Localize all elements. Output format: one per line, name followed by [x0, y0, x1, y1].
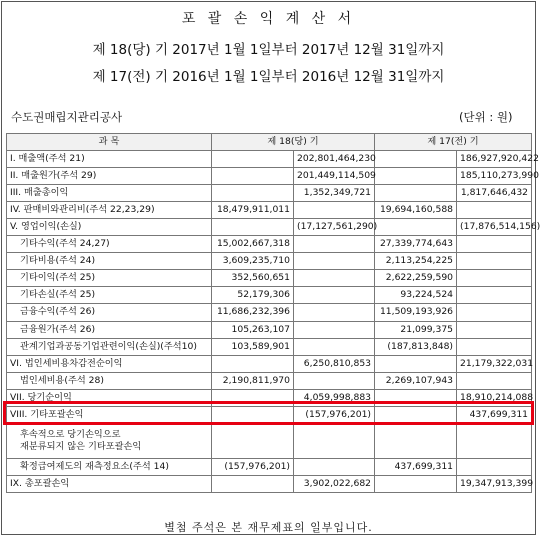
table-row: [7, 219, 532, 236]
table-row: [7, 270, 532, 287]
table-row: [7, 475, 532, 492]
footer-note: 별첨 주석은 본 재무제표의 일부입니다.: [164, 521, 373, 534]
table-row: [7, 202, 532, 219]
prior-detail: 11,509,193,926: [375, 304, 457, 321]
current-total: 1,352,349,721: [294, 185, 375, 202]
row-label: 기타수익(주석 24,27): [7, 236, 212, 253]
current-total: [294, 321, 375, 338]
current-detail: 52,179,306: [212, 287, 294, 304]
prior-total: [457, 372, 532, 389]
table-row: [7, 321, 532, 338]
prior-detail: 27,339,774,643: [375, 236, 457, 253]
company-name: 수도권매립지관리공사: [11, 110, 123, 124]
income-statement-table: [6, 133, 540, 493]
row-label: IX. 총포괄손익: [7, 475, 212, 492]
row-label: VII. 당기순이익: [7, 389, 212, 406]
table-row: [7, 185, 532, 202]
table-row: [7, 287, 532, 304]
current-detail: [212, 219, 294, 236]
current-detail: 2,190,811,970: [212, 372, 294, 389]
prior-detail: 2,113,254,225: [375, 253, 457, 270]
current-total: 201,449,114,509: [294, 168, 375, 185]
prior-total: 18,910,214,088: [457, 389, 532, 406]
current-total: [294, 253, 375, 270]
row-label: V. 영업이익(손실): [7, 219, 212, 236]
prior-detail: [375, 475, 457, 492]
table-row: [7, 355, 532, 372]
current-detail: [212, 168, 294, 185]
row-label: 금융원가(주석 26): [7, 321, 212, 338]
prior-total: 437,699,311: [457, 406, 532, 423]
prior-detail: 21,099,375: [375, 321, 457, 338]
prior-detail: [375, 219, 457, 236]
table-row: [7, 338, 532, 355]
row-label: 관계기업과공동기업관련이익(손실)(주석10): [7, 338, 212, 355]
table-row: [7, 458, 532, 475]
net-income-highlight-box: [3, 401, 534, 425]
prior-total: 21,179,322,031: [457, 355, 532, 372]
prior-detail: 2,622,259,590: [375, 270, 457, 287]
current-total: [294, 372, 375, 389]
prior-total: 19,347,913,399: [457, 475, 532, 492]
row-label-multiline: [7, 423, 212, 458]
row-label: 기타손실(주석 25): [7, 287, 212, 304]
prior-total: [457, 270, 532, 287]
prior-total: [457, 202, 532, 219]
prior-total: 1,817,646,432: [457, 185, 532, 202]
table-row: [7, 253, 532, 270]
prior-detail: (187,813,848): [375, 338, 457, 355]
table-row: [7, 423, 532, 458]
row-label: VI. 법인세비용차감전순이익: [7, 355, 212, 372]
current-total: [294, 458, 375, 475]
current-detail: 352,560,651: [212, 270, 294, 287]
current-total: 4,059,998,883: [294, 389, 375, 406]
current-detail: [212, 185, 294, 202]
header-current: 제 18(당) 기: [212, 134, 375, 151]
prior-total: [457, 458, 532, 475]
row-label: 금융수익(주석 26): [7, 304, 212, 321]
prior-detail: [375, 355, 457, 372]
current-total: 202,801,464,230: [294, 151, 375, 168]
prior-detail: 93,224,524: [375, 287, 457, 304]
current-total: 3,902,022,682: [294, 475, 375, 492]
statement-title: 포 괄 손 익 계 산 서: [181, 11, 356, 27]
row-label-line2: 재분류되지 않은 기타포괄손익: [20, 440, 142, 452]
prior-total: [457, 338, 532, 355]
table-row: [7, 236, 532, 253]
row-label-line1: 후속적으로 당기손익으로: [20, 428, 121, 440]
prior-total: (17,876,514,156): [457, 219, 532, 236]
current-detail: [212, 475, 294, 492]
statement-title-block: [0, 8, 537, 28]
prior-total: [457, 321, 532, 338]
prior-detail: 19,694,160,588: [375, 202, 457, 219]
table-row: [7, 304, 532, 321]
current-detail: [212, 355, 294, 372]
unit-label: (단위 : 원): [459, 110, 513, 124]
header-prior: 제 17(전) 기: [375, 134, 532, 151]
row-label: IV. 판매비와관리비(주석 22,23,29): [7, 202, 212, 219]
prior-detail: 2,269,107,943: [375, 372, 457, 389]
table-header-row: [7, 134, 532, 151]
current-detail: 105,263,107: [212, 321, 294, 338]
row-label: 법인세비용(주석 28): [7, 372, 212, 389]
current-detail: 3,609,235,710: [212, 253, 294, 270]
prior-total: [457, 423, 532, 458]
current-total: [294, 202, 375, 219]
current-detail: 15,002,667,318: [212, 236, 294, 253]
current-detail: 18,479,911,011: [212, 202, 294, 219]
current-detail: (157,976,201): [212, 458, 294, 475]
current-total: [294, 270, 375, 287]
table-row: [7, 168, 532, 185]
prior-detail: [375, 168, 457, 185]
current-detail: [212, 423, 294, 458]
table-row: [7, 372, 532, 389]
prior-total: 186,927,920,422: [457, 151, 532, 168]
current-total: [294, 338, 375, 355]
current-detail: [212, 151, 294, 168]
current-total: (17,127,561,290): [294, 219, 375, 236]
prior-detail: [375, 423, 457, 458]
current-total: [294, 304, 375, 321]
row-label: II. 매출원가(주석 29): [7, 168, 212, 185]
prior-total: [457, 287, 532, 304]
current-total: 6,250,810,853: [294, 355, 375, 372]
row-label: 확정급여제도의 재측정요소(주석 14): [7, 458, 212, 475]
prior-total: [457, 253, 532, 270]
row-label: I. 매출액(주석 21): [7, 151, 212, 168]
current-detail: 103,589,901: [212, 338, 294, 355]
current-total: [294, 423, 375, 458]
current-total: (157,976,201): [294, 406, 375, 423]
row-label: 기타비용(주석 24): [7, 253, 212, 270]
current-total: [294, 287, 375, 304]
prior-detail: 437,699,311: [375, 458, 457, 475]
current-total: [294, 236, 375, 253]
period-prior: 제 17(전) 기 2016년 1월 1일부터 2016년 12월 31일까지: [92, 69, 445, 85]
row-label: III. 매출총이익: [7, 185, 212, 202]
row-label: VIII. 기타포괄손익: [7, 406, 212, 423]
period-current: 제 18(당) 기 2017년 1월 1일부터 2017년 12월 31일까지: [92, 42, 445, 58]
prior-detail: [375, 185, 457, 202]
header-subject: 과 목: [7, 134, 212, 151]
current-detail: 11,686,232,396: [212, 304, 294, 321]
table-row: [7, 151, 532, 168]
prior-total: [457, 236, 532, 253]
row-label: 기타이익(주석 25): [7, 270, 212, 287]
prior-detail: [375, 151, 457, 168]
prior-total: 185,110,273,990: [457, 168, 532, 185]
prior-total: [457, 304, 532, 321]
